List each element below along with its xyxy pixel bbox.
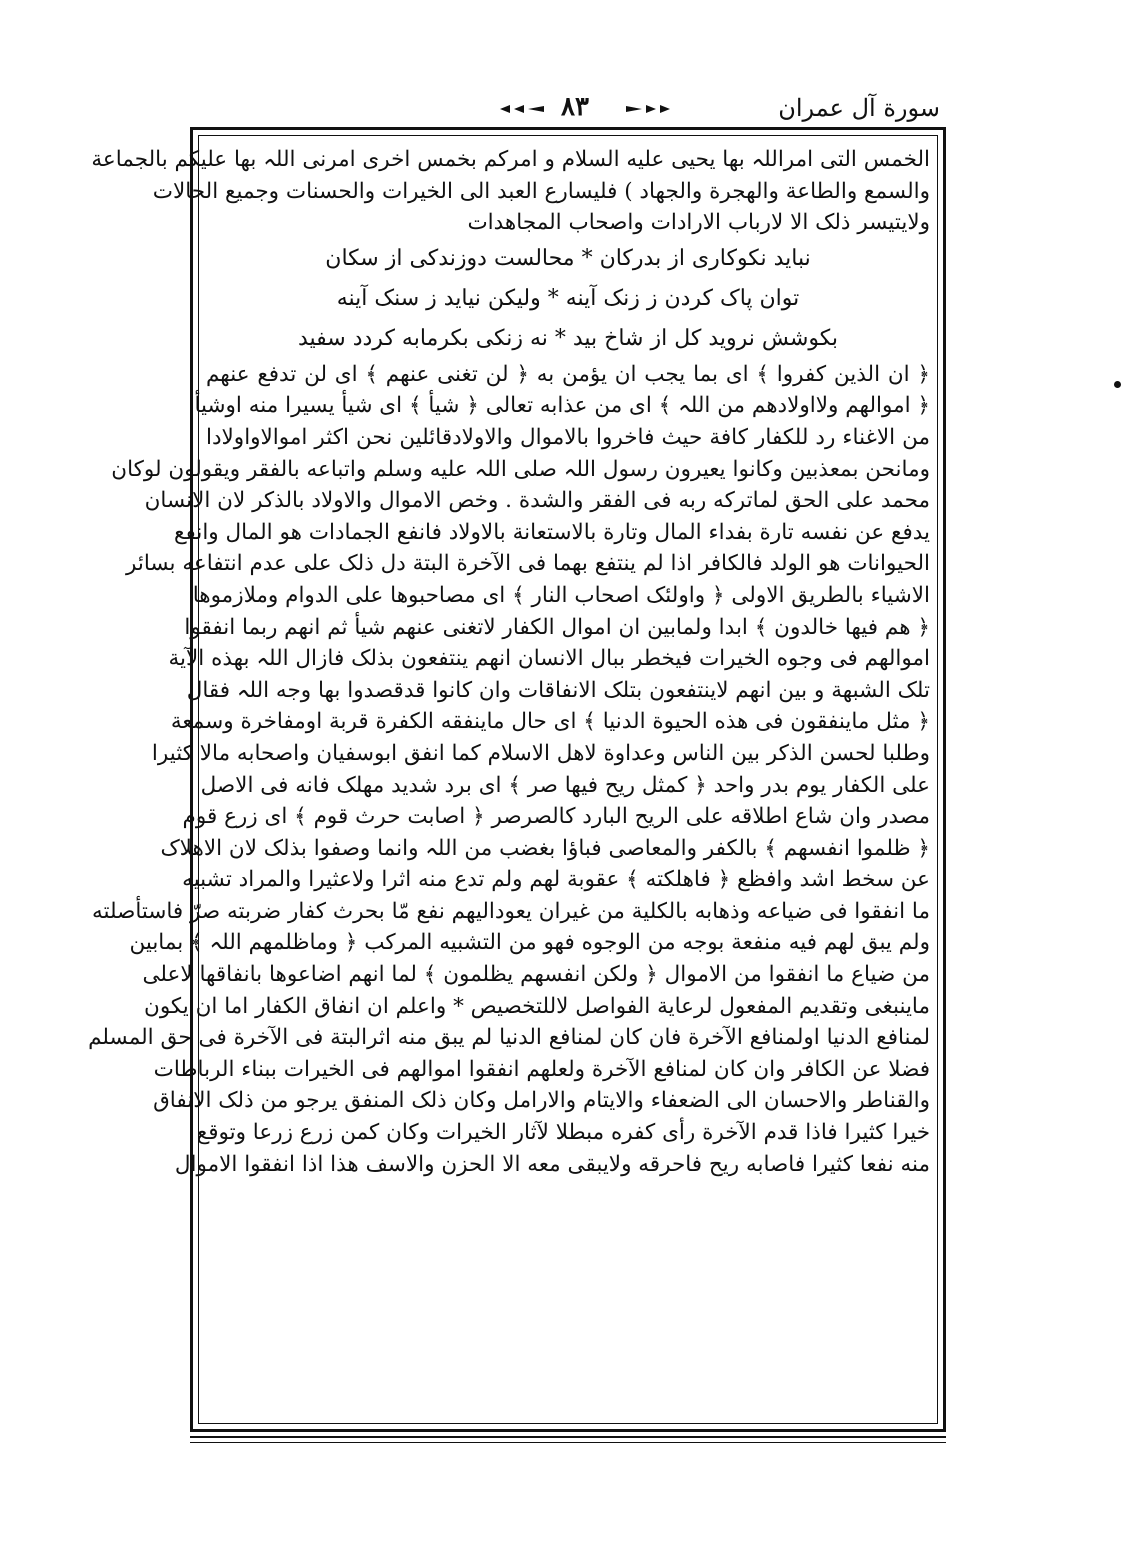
page-header — [200, 92, 940, 128]
text-line: ولایتیسر ذلک الا لارباب الارادات واصحاب المجاهدات — [467, 210, 930, 236]
text-line: عن سخط اشد وافظع ﴿ فاهلکته ﴾ عقوبة لهم ولم تدع منه اثرا ولاعثیرا والمراد تشبیه — [182, 867, 930, 893]
text-line: الاشیاء بالطریق الاولی ﴿ واولئک اصحاب النار ﴾ ای مصاحبوها علی الدوام وملازموها — [192, 582, 930, 608]
surah-title: سورة آل عمران — [778, 94, 940, 122]
text-line: ماینبغی وتقدیم المفعول لرعایة الفواصل لاللتخصیص * واعلم ان انفاق الکفار اما ان یکون — [144, 993, 930, 1019]
text-line: ما انفقوا فی ضیاعه وذهابه بالکلیة من غیران یعودالیهم نفع مّا بحرث کفار ضربته صرّ فاستأصلته — [91, 898, 930, 924]
text-line: تلک الشبهة و بین انهم لاینتفعون بتلک الانفاقات وان کانوا قدقصدوا بها وجه اللہ فقال — [186, 677, 930, 703]
text-line: ولم یبق لهم فیه منفعة بوجه من الوجوه فهو من التشبیه المرکب ﴿ وماظلمهم اللہ ﴾ بمابین — [129, 930, 930, 956]
text-line: خیرا کثیرا فاذا قدم الآخرة رأی کفره مبطلا لآثار الخیرات وکان کمن زرع زرعا وتوقع — [196, 1120, 930, 1146]
text-line: اموالهم فی وجوه الخیرات فیخطر ببال الانسان انهم ینتفعون بذلک فازال اللہ بهذه الآیة — [168, 646, 930, 672]
page-number: ۸۳ — [561, 92, 589, 122]
poem-verse: توان پاک کردن ز زنک آینه * ولیکن نیاید ز سنک آینه — [336, 285, 800, 311]
margin-dot — [1114, 381, 1121, 388]
text-line: فضلا عن الکافر وان کان لمنافع الآخرة ولعلهم انفقوا اموالهم فی الخیرات ببناء الرباطات — [153, 1056, 930, 1082]
text-line: محمد علی الحق لماترکه ربه فی الفقر والشدة . وخص الاموال والاولاد بالذکر لان الانسان — [144, 488, 930, 514]
text-line: منه نفعا کثیرا فاصابه ریح فاحرقه ولایبقی معه الا الحزن والاسف هذا اذا انفقوا الاموال — [174, 1151, 930, 1177]
right-ornament-icon — [626, 104, 670, 114]
text-line: وطلبا لحسن الذکر بین الناس وعداوة لاهل الاسلام کما انفق ابوسفیان واصحابه مالا کثیرا — [151, 740, 930, 766]
text-line: ﴿ هم فیها خالدون ﴾ ابدا ولمابین ان اموال الکفار لاتغنی عنهم شیأ ثم انهم ربما انفقوا — [184, 614, 930, 640]
text-line: مصدر وان شاع اطلاقه علی الریح البارد کالصرصر ﴿ اصابت حرث قوم ﴾ ای زرع قوم — [182, 804, 930, 830]
text-line: من ضیاع ما انفقوا من الاموال ﴿ ولکن انفسهم یظلمون ﴾ لما انهم اضاعوها بانفاقها لاعلی — [142, 962, 930, 988]
text-line: والسمع والطاعة والهجرة والجهاد ) فلیسارع العبد الی الخیرات والحسنات وجمیع الحالات — [152, 178, 930, 204]
poem-verse: بکوشش نروید کل از شاخ بید * نه زنکی بکرمابه کردد سفید — [297, 325, 839, 351]
text-line: علی الکفار یوم بدر واحد ﴿ کمثل ریح فیها صر ﴾ ای برد شدید مهلک فانه فی الاصل — [200, 772, 930, 798]
text-line: ﴿ ظلموا انفسهم ﴾ بالکفر والمعاصی فباؤا بغضب من اللہ وانما وصفوا بذلک لان الاهلاک — [160, 835, 930, 861]
poem-verse: نباید نکوکاری از بدرکان * محالست دوزندکی از سکان — [325, 245, 811, 271]
text-line: ﴿ اموالهم ولااولادهم من اللہ ﴾ ای من عذابه تعالی ﴿ شیأ ﴾ ای شیأ یسیرا منه اوشیأ — [194, 393, 930, 419]
text-line: ﴿ مثل ماینفقون فی هذه الحیوة الدنیا ﴾ ای حال ماینفقه الکفرة قربة اومفاخرة وسمعة — [170, 709, 930, 735]
text-line: ﴿ ان الذین کفروا ﴾ ای بما یجب ان یؤمن به ﴿ لن تغنی عنهم ﴾ ای لن تدفع عنهم — [206, 361, 930, 387]
text-line: من الاغناء رد للکفار کافة حیث فاخروا بالاموال والاولادقائلین نحن اکثر اموالاواولادا — [206, 424, 930, 450]
text-line: والقناطر والاحسان الی الضعفاء والایتام والارامل وکان ذلک المنفق یرجو من ذلک الانفاق — [153, 1088, 930, 1114]
text-line: ومانحن بمعذبین وکانوا یعیرون رسول اللہ صلی اللہ علیه وسلم واتباعه بالفقر ویقولون لوکان — [111, 456, 930, 482]
main-text — [88, 144, 930, 1180]
text-line: لمنافع الدنیا اولمنافع الآخرة فان کان لمنافع الدنیا لم یبق منه اثرالبتة فی الآخرة فی حق المسلم — [88, 1025, 930, 1051]
text-line: الخمس التی امراللہ بها یحیی علیه السلام و امرکم بخمس اخری امرنی اللہ بها علیکم بالجماعة — [91, 147, 930, 172]
bottom-rule — [190, 1436, 946, 1443]
text-line: الحیوانات هو الولد فالکافر اذا لم ینتفع بهما فی الآخرة البتة دل ذلک علی عدم انتفاعه بسائر — [125, 551, 930, 577]
text-line: یدفع عن نفسه تارة بفداء المال وتارة بالاستعانة بالاولاد فانفع الجمادات هو المال وانفع — [174, 519, 930, 545]
